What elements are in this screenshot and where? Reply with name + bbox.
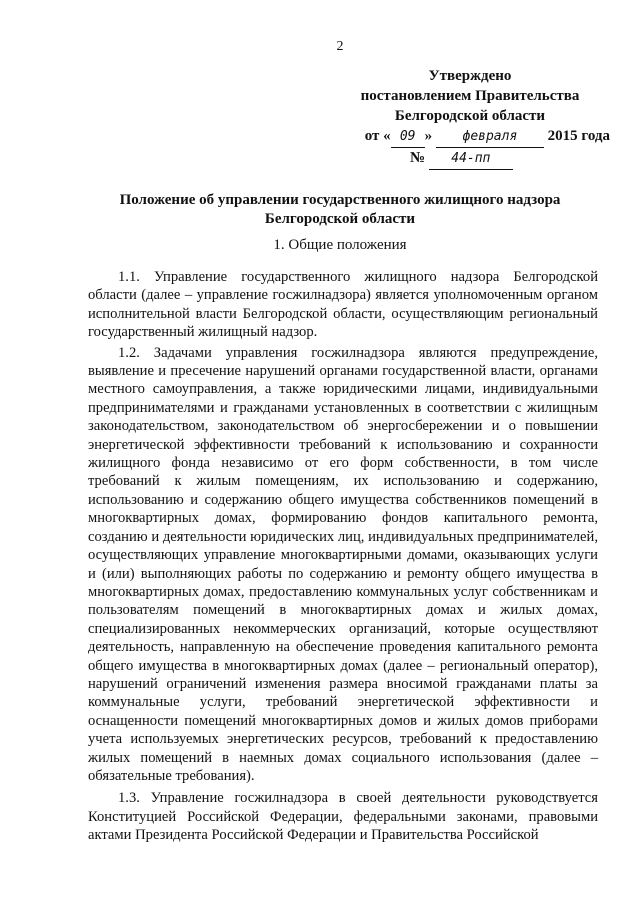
date-year: 2015 года (547, 128, 610, 144)
number-value: 44-пп (429, 149, 513, 170)
title-line-1: Положение об управлении государственного жилищного надзора (119, 192, 561, 208)
paragraph-1-3: 1.3. Управление госжилнадзора в своей деятельности руководствуется Конституцией Российской Федерации, федеральными законами, правовыми актами Президента Российской Федерации и Правительства Российской (88, 790, 598, 844)
approval-line-2: постановлением Правительства (360, 88, 580, 104)
date-day: 09 (391, 127, 425, 148)
date-prefix: от « (364, 128, 391, 144)
title-line-2: Белгородской области (264, 211, 416, 227)
approval-line-3: Белгородской области (394, 108, 546, 124)
date-month: февраля (436, 127, 544, 148)
paragraph-1-2: 1.2. Задачами управления госжилнадзора являются предупреждение, выявление и пресечение нарушений органами государственной власти, органами местного самоуправления, а также юридическими лицами, индивидуальными предпринимателями и гражданами установленных в соответствии с жилищным законодательством, законодательством об энергосбережении и о повышении энергетической эффективности требований к использованию и сохранности жилищного фонда независимо от его форм собственности, в том числе требований к жилым помещениям, их использованию и содержанию, использованию и содержанию общего имущества собственников помещений в многоквартирных домах, формированию фондов капитального ремонта, созданию и деятельности юридических лиц, индивидуальных предпринимателей, осуществляющих управление многоквартирными домами, оказывающих услуги и (или) выполняющих работы по содержанию и ремонту общего имущества в многоквартирных домах, предоставлению коммунальных услуг собственникам и пользователям помещений в многоквартирных домах и жилых домах, специализированных некоммерческих организаций, которые осуществляют деятельность, направленную на обеспечение проведения капитального ремонта общего имущества в многоквартирных домах (далее – региональный оператор), нарушений ограничений изменения размера вносимой гражданами платы за коммунальные услуги, требований энергетической эффективности и оснащенности помещений многоквартирных домов и жилых домов приборами учета используемых энергетических ресурсов, требований к предоставлению жилых помещений в наемных домах социального использования (далее – обязательные требования). (88, 344, 598, 784)
date-mid: » (424, 128, 433, 144)
approval-number-line (330, 148, 610, 170)
body-text (88, 268, 598, 847)
approval-block (330, 66, 610, 170)
approval-line-1: Утверждено (428, 68, 512, 84)
document-title (60, 191, 620, 229)
number-prefix: № (410, 150, 426, 166)
page-number: 2 (336, 39, 344, 54)
approval-date-line (330, 126, 610, 148)
section-heading: 1. Общие положения (273, 237, 407, 253)
paragraph-1-1: 1.1. Управление государственного жилищного надзора Белгородской области (далее – управление госжилнадзора) является уполномоченным органом исполнительной власти Белгородской области, осуществляющим региональный государственный жилищный надзор. (88, 269, 598, 341)
